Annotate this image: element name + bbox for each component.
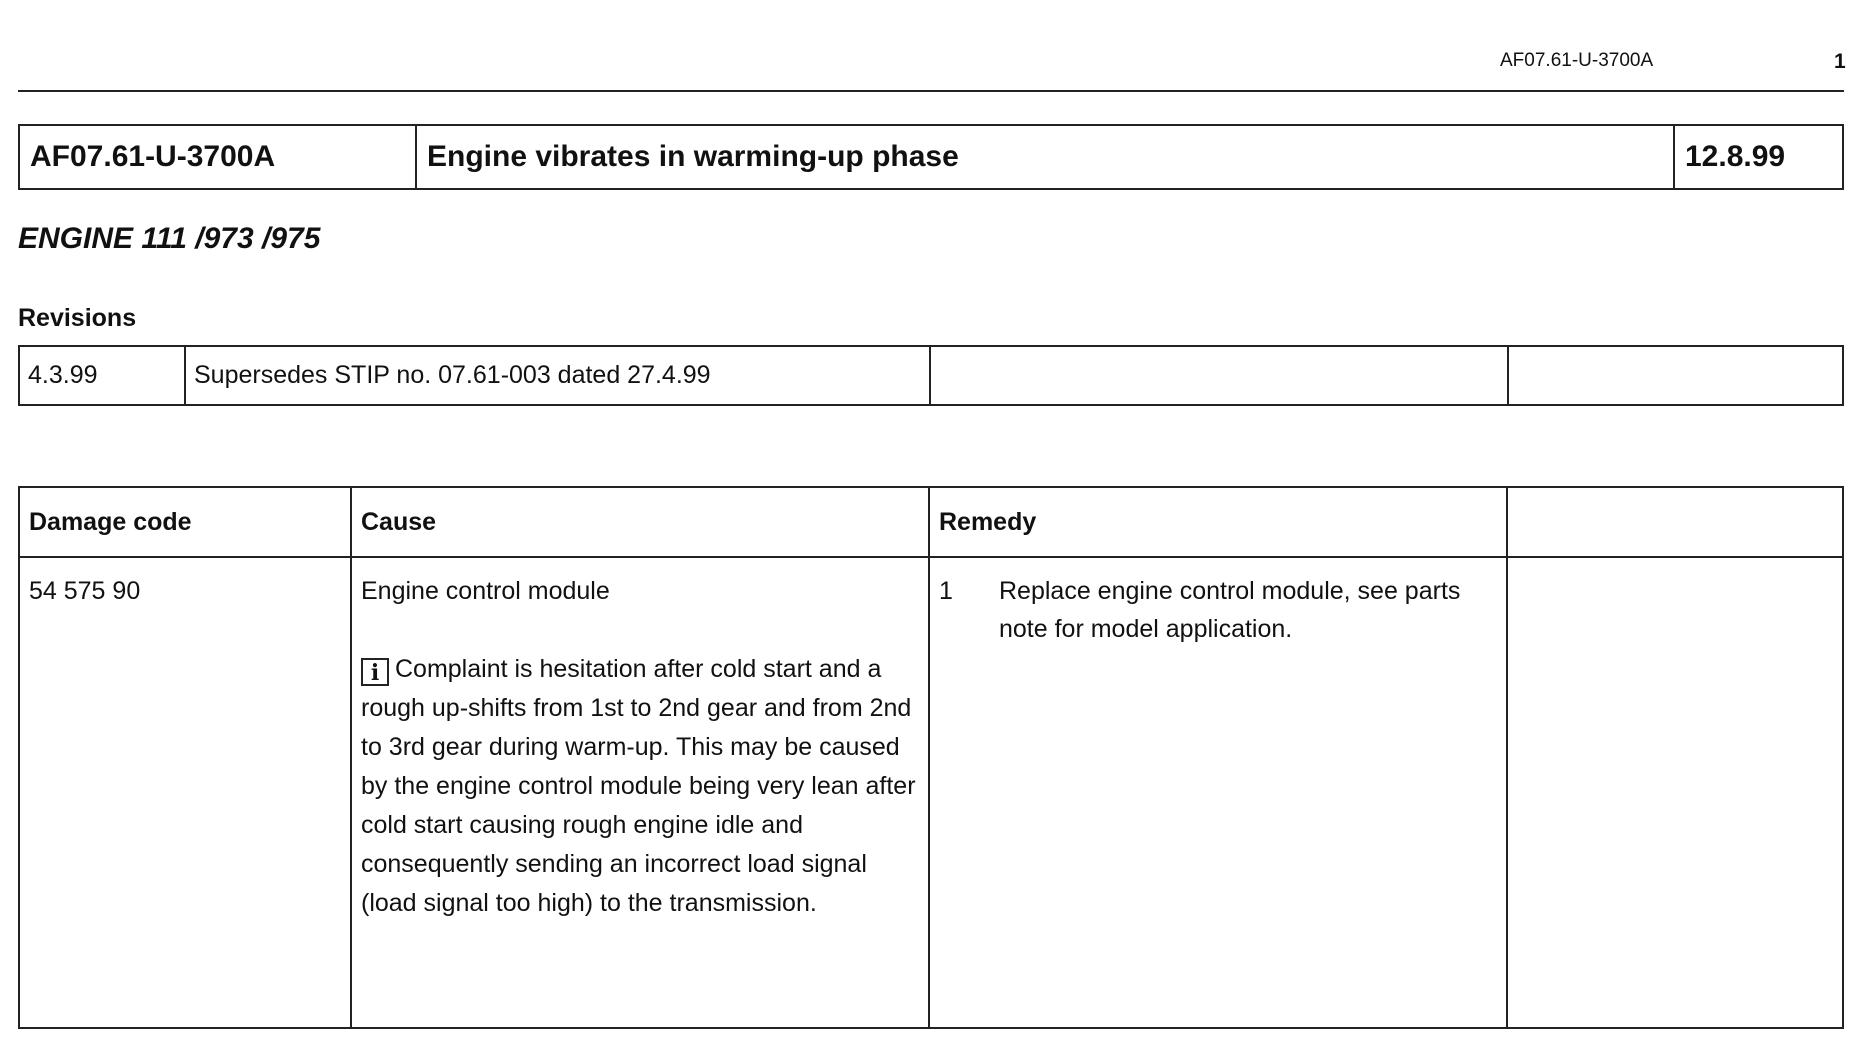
revisions-label: Revisions xyxy=(18,304,137,332)
page-number: 1 xyxy=(1834,50,1846,73)
remedy-cell xyxy=(929,557,1507,1028)
remedy-item xyxy=(939,572,1497,648)
header-rule xyxy=(18,90,1844,92)
header-blank xyxy=(1507,487,1843,557)
cause-title: Engine control module xyxy=(361,577,610,605)
damage-table xyxy=(18,486,1844,1029)
revision-cell-4 xyxy=(1508,346,1843,405)
revisions-table xyxy=(18,345,1844,406)
document-title: Engine vibrates in warming-up phase xyxy=(416,125,1674,189)
header-cause: Cause xyxy=(351,487,929,557)
header-reference: AF07.61-U-3700A xyxy=(1500,50,1654,71)
damage-code-cell: 54 575 90 xyxy=(19,557,351,1028)
revision-cell-3 xyxy=(930,346,1508,405)
document-code: AF07.61-U-3700A xyxy=(19,125,416,189)
revision-row xyxy=(19,346,1843,405)
remedy-text: Replace engine control module, see parts note for model application. xyxy=(999,577,1461,643)
damage-table-header xyxy=(19,487,1843,557)
table-row xyxy=(19,557,1843,1028)
cause-note xyxy=(361,650,919,923)
title-bar xyxy=(18,124,1844,190)
document-date: 12.8.99 xyxy=(1674,125,1843,189)
blank-cell xyxy=(1507,557,1843,1028)
cause-note-text: Complaint is hesitation after cold start and a rough up-shifts from 1st to 2nd gear and from 2nd to 3rd gear during warm-up. This may be caused by the engine control module being very lean after cold start causing rough engine idle and consequently sending an incorrect load signal (load signal too high) to the transmission. xyxy=(361,655,916,917)
remedy-number: 1 xyxy=(939,577,953,605)
engine-heading: ENGINE 111 /973 /975 xyxy=(18,222,321,255)
header-damage-code: Damage code xyxy=(19,487,351,557)
cause-cell xyxy=(351,557,929,1028)
info-icon: i xyxy=(361,658,389,686)
revision-description: Supersedes STIP no. 07.61-003 dated 27.4.99 xyxy=(185,346,930,405)
revision-date: 4.3.99 xyxy=(19,346,185,405)
header-remedy: Remedy xyxy=(929,487,1507,557)
